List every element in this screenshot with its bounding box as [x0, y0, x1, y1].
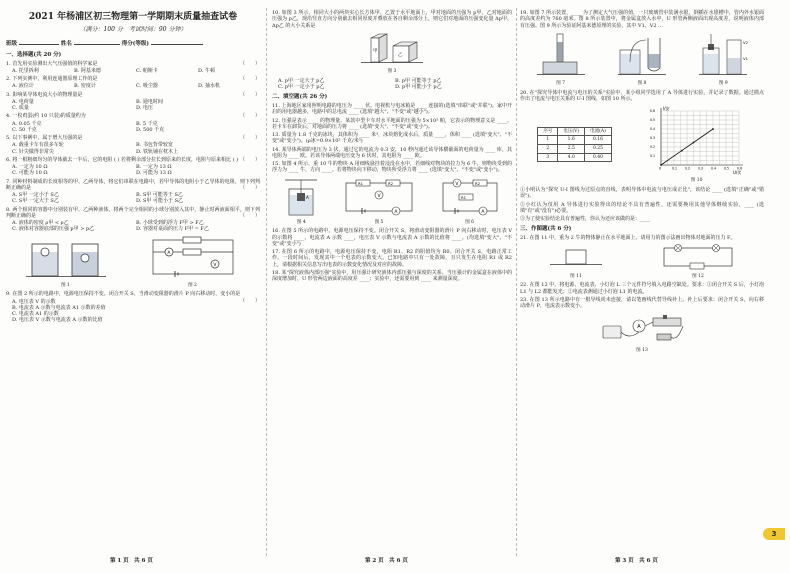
figure-7 [535, 32, 587, 87]
page-3-column [520, 8, 764, 558]
option[interactable]: C. p甲 一定小于 p乙 [278, 83, 325, 90]
chart-y-tick-label: 0.5 [649, 118, 655, 123]
circuit-diagram-5 [340, 177, 418, 217]
option[interactable]: A. 液位计 [12, 83, 34, 90]
question-20-part-2: ②小红认为仅用 A 导体进行实验得出的结论不具有普遍性，还需要换用其他导体继续实验，____ (选填"有"或"没有")必要。 [520, 201, 764, 214]
option[interactable]: C. 吸尘器 [136, 83, 158, 90]
figure-1-caption: 图 1 [61, 282, 70, 288]
question-22: 22. 在图 12 中，将电源、电流表、小灯泡 L 三个元件符号填入电路空缺处。要求：①闭合开关 S 后，小灯泡 L1 与 L2 都能发光；②电流表测通过小灯泡 L1 的电流。 [520, 282, 764, 295]
table-cell: 0.16 [585, 136, 612, 145]
svg-text:V2: V2 [743, 39, 749, 45]
svg-text:V: V [377, 193, 381, 199]
score-blank[interactable] [151, 40, 203, 45]
name-label: 姓名 [60, 40, 72, 47]
option[interactable]: A. S甲 一定小于 S乙 [12, 192, 59, 198]
figure-3 [272, 32, 512, 75]
table-header-cell: 电压(V) [558, 127, 585, 136]
option[interactable]: D. 容器对桌面的压力 F甲 = F乙 [136, 226, 209, 233]
figure-row-7-9 [520, 32, 764, 87]
class-blank[interactable] [19, 40, 59, 45]
option[interactable]: A. 一定为 10 Ω [12, 164, 48, 170]
option[interactable]: B. S甲 可能等于 S乙 [136, 192, 183, 198]
page-number-badge: 3 [763, 528, 785, 540]
question-2: 2. 下列实例中，利用连通器原理工作的是 （ ） [6, 76, 260, 82]
option[interactable]: B. 5 千克 [136, 120, 158, 127]
option[interactable]: A. 托里拆利 [12, 67, 39, 74]
section-drawing-heading: 三、作图题(共 6 分) [520, 226, 572, 233]
svg-text:R2: R2 [387, 180, 394, 186]
question-20: 20. 在"探究导体中电流与电压的关系"实验中，某小组同学选用了 A 导体进行实验，并记录了数据。通过描点作出了电流与电压关系的 U-I 图线，如图 10 所示。 [520, 89, 764, 102]
chart-x-tick-label: 0.2 [684, 166, 690, 171]
question-11: 11. 上海地区家用照明电路的电压为 ____ 伏。电视机与电冰箱是 ____ 连接的(选填"串联"或"并联")。家中开启的用电器越多，电路中的总电流 ____ (选填"越大"、"不变"或"越小")。 [272, 103, 512, 116]
column-divider [266, 8, 267, 556]
block-on-ground-diagram [546, 244, 606, 270]
svg-text:A: A [166, 250, 170, 256]
chart-data-point [692, 142, 694, 144]
option[interactable]: C. 液体对容器底部的压强 p甲 > p乙 [12, 226, 95, 233]
figure-8 [616, 32, 668, 87]
figure-2-caption: 图 2 [188, 282, 197, 288]
svg-text:甲: 甲 [373, 48, 378, 54]
table-cell: 3 [538, 153, 558, 162]
ui-graph [647, 105, 747, 175]
chart-y-tick-label: 0.2 [649, 145, 655, 150]
option[interactable]: A. 0.05 千克 [12, 120, 42, 127]
option[interactable]: A. 载重卡车有很多车轮 [12, 142, 64, 149]
option[interactable]: B. 电流表 A 示数与电流表 A1 示数的差值 [12, 304, 106, 311]
option[interactable]: B. 书包背带较宽 [136, 142, 173, 149]
figure-1 [26, 238, 106, 289]
table-cell: 0.40 [585, 153, 612, 162]
question-12: 12. 压强是表示 ____ 的物理量。某款中型卡车对水平地面的压强为 5×10⁵ 帕，它表示的物理意义是 ____。若卡车在卸货后，对地面的压力将 ____ (选填"变大"、"不变"或"变小")。 [272, 117, 512, 130]
question-10-options [278, 78, 512, 91]
question-20-part-1: ①小明认为"探究 U-I 图线为过原点的直线，表明导体中电流与电压成正比"，该结论 ____ (选填"正确"或"错误")。 [520, 187, 764, 200]
question-8: 8. 两个相同的容器中分别装有甲、乙两种液体，将两个完全相同的小球分别放入其中，静止时两液面相平，则下列判断正确的是 （ ） [6, 206, 260, 219]
question-5: 5. 以下事例中，属于增大压强的是 （ ） [6, 135, 260, 141]
figure-7-caption: 图 7 [556, 81, 566, 86]
option[interactable]: D. 500 千克 [136, 126, 165, 133]
figure-13-caption: 图 13 [636, 347, 648, 353]
svg-text:V: V [212, 262, 216, 268]
question-18: 18. 某"探究液体内部压强"实验中，用压强计研究液体内部压强与深度的关系。当压强计的金属盒在液体中的深度增加时，U 形管两边液面的高度差 ____；实验中，还需要用到 ____ 来测量深度。 [272, 269, 512, 283]
figure-5 [340, 177, 418, 226]
figure-row-11-12 [520, 244, 764, 279]
chart-y-label: I/安 [662, 106, 670, 112]
svg-text:V1: V1 [743, 55, 749, 61]
circuit-diagram-12 [658, 244, 738, 270]
chart-ticks [650, 109, 742, 170]
page-3-footer: 第 3 页 共 6 页 [615, 558, 658, 564]
svg-text:R1: R1 [357, 180, 364, 186]
option[interactable]: C. 帕斯卡 [136, 67, 158, 74]
question-4: 4. 一枚鸡蛋(约 10 只装)的质量约为 （ ） [6, 113, 260, 120]
svg-text:V: V [455, 181, 459, 187]
circuit-diagram-2 [145, 236, 241, 280]
table-cell: 2 [538, 145, 558, 154]
option[interactable]: D. 可能为 13 Ω [136, 170, 172, 177]
figure-3-caption: 图 3 [387, 69, 397, 74]
figure-6-caption: 图 6 [465, 219, 475, 225]
option[interactable]: B. p甲 可能等于 p乙 [395, 77, 442, 84]
page-1-column [6, 8, 260, 558]
question-10: 10. 如图 3 所示，相同大小的两块实心长方体甲、乙置于水平地面上，甲对地面的压强为 p甲，乙对地面的压强为 p乙，现沿竖直方向分别截去相同厚度并叠放在各自剩余部分上，则它们对地面的压强变化量 Δp甲、Δp乙 的大小关系是 [272, 10, 512, 29]
score-label: 得分(等级) [121, 40, 149, 47]
option[interactable]: D. S甲 可能小于 S乙 [136, 198, 184, 205]
option[interactable]: A. 电压表 V 的示数 [12, 298, 56, 305]
table-and-chart-row [520, 105, 764, 184]
chart-x-tick-label: 0 [658, 166, 661, 171]
svg-text:乙: 乙 [398, 52, 403, 58]
figure-2 [145, 236, 241, 289]
chart-data-point [681, 150, 683, 152]
chart-y-tick-label: 0.1 [649, 154, 655, 159]
chart-x-label: U/伏 [732, 170, 741, 176]
option[interactable]: D. 电压表 V 示数与电流表 A 示数的比值 [12, 317, 103, 324]
chart-y-tick-label: 0.3 [649, 136, 655, 141]
svg-text:A: A [394, 209, 398, 215]
chart-data-point [712, 128, 714, 130]
option[interactable]: D. p甲 可能小于 p乙 [395, 83, 442, 90]
manometer-diagram [616, 32, 668, 78]
blocks-diagram [357, 32, 427, 66]
question-2-options [12, 83, 260, 89]
option[interactable]: D. 电压 [136, 105, 154, 111]
question-15: 15. 如图 4 所示，重 10 牛的物块 A 用细线悬挂着浸没在水中，若细线对物块的拉力为 6 牛，则物块受到的浮力为 ____ 牛，方向 ____。若将物块向下移动，物块所受浮力将 ____ (选填"变大"、"不变"或"变小")。 [272, 161, 512, 174]
question-17: 17. 在图 6 所示的电路中，电源电压保持不变，电阻 R1、R2 的阻值均为 R0。闭合开关 S，电路正常工作。一段时间后，发现其中一个电表的示数变大。已知电路中只有一处故障，且只发生在电阻 R1 或 R2 上，请根据相关信息写出电表的示数变化情况及对应的故障。 [272, 249, 512, 268]
option[interactable]: C. 可能为 10 Ω [12, 170, 48, 177]
question-5-options [12, 142, 260, 155]
option[interactable]: B. 一定为 13 Ω [136, 164, 172, 170]
class-label: 班级 [6, 40, 18, 47]
figure-13 [520, 312, 764, 353]
circuit-diagram-6 [437, 177, 503, 217]
question-4-options [12, 121, 260, 134]
chart-x-tick-label: 0.4 [710, 166, 716, 171]
question-1: 1. 首先用实验测出大气压强值的科学家是 （ ） [6, 60, 260, 67]
figure-5-caption: 图 5 [374, 219, 384, 225]
question-6: 6. 将一根粗细均匀的导体截去一半后，它的电阻 ( ) 若将剩余部分拉长到原来的长度，电阻与原来相比 ( ) （ ） [6, 156, 260, 163]
figure-6 [437, 177, 503, 226]
option[interactable]: B. 小球受到的浮力 F甲 > F乙 [136, 220, 204, 226]
option[interactable]: B. 阿基米德 [74, 67, 101, 74]
svg-text:A: A [481, 209, 485, 215]
section-choice-heading: 一、选择题(共 20 分) [6, 51, 62, 58]
question-21: 21. 在图 11 中，重为 2 牛的物体静止在水平地面上，请用力的图示法画出物体对地面的压力 F。 [520, 235, 736, 242]
figure-row-4-6 [272, 177, 512, 226]
table-cell: 4.0 [558, 153, 585, 162]
svg-text:R1: R1 [460, 194, 466, 200]
table-cell: 2.5 [558, 145, 585, 154]
question-9-options [12, 299, 240, 324]
chart-x-tick-label: 0.6 [736, 166, 742, 171]
student-info-line [6, 40, 260, 48]
section-fill-heading: 二、填空题(共 26 分) [272, 94, 328, 101]
chart-x-tick-label: 0.5 [723, 166, 729, 171]
svg-text:R2: R2 [474, 180, 480, 186]
figure-11-caption: 图 11 [570, 273, 582, 279]
question-16: 16. 在图 5 所示的电路中，电源电压保持不变。闭合开关 S，将滑动变阻器的滑片 P 向右移动时，电压表 V 的示数将 ____，电流表 A 示数 ____，电压表 V 示数与电流表 A 示数的比值将 ____。(均选填"变大"、"不变"或"变小") [272, 228, 512, 247]
figure-10-caption: 图 10 [690, 178, 703, 184]
question-20-part-3: ③为了使实验结论具有普遍性，你认为还应该做的是：____ [520, 216, 651, 222]
data-table [537, 127, 612, 163]
option[interactable]: C. 50 千克 [12, 126, 37, 133]
option[interactable]: B. 密度计 [74, 83, 96, 90]
question-9: 9. 在图 2 所示的电路中，电源电压保持不变。闭合开关 S，当滑动变阻器的滑片 P 向右移动时，变小的是 （ ） [6, 291, 260, 304]
exam-subtitle: （满分：100 分 考试时间：90 分钟） [79, 26, 187, 34]
exam-title: 2021 年杨浦区初三物理第一学期期末质量抽查试卷 [28, 12, 238, 22]
table-row [538, 145, 612, 154]
overflow-can-diagram [697, 32, 749, 78]
option[interactable]: A. 液体的密度 ρ甲 < ρ乙 [12, 220, 69, 226]
option[interactable]: B. 通电时间 [136, 98, 163, 105]
question-13: 13. 质量为 1.8 千克的冰块，其体积为 ____ 米³，冰块熔化成水后，质量 ____，体积 ____ (选填"变大"、"不变"或"变小")。(ρ冰=0.9×10³ 千克/米³) [272, 132, 512, 145]
option[interactable]: D. 铁轨铺在枕木上 [136, 148, 179, 155]
question-3: 3. 影响某导体电流大小的物理量是 （ ） [6, 91, 260, 98]
figure-12 [658, 244, 738, 279]
question-8-options [12, 220, 260, 233]
chart-x-tick-label: 0.1 [671, 166, 677, 171]
table-header-cell: 电流(A) [585, 127, 612, 136]
table-header-row [538, 127, 612, 136]
figure-11 [546, 244, 606, 279]
page-1-footer: 第 1 页 共 6 页 [110, 558, 153, 564]
page-2-column [272, 8, 512, 558]
svg-text:A: A [306, 194, 310, 200]
chart-y-tick-label: 0.4 [649, 127, 655, 132]
option[interactable]: C. 质量 [12, 105, 29, 111]
containers-diagram [26, 238, 106, 280]
page-2-footer: 第 2 页 共 6 页 [365, 558, 408, 564]
option[interactable]: D. 牛顿 [198, 67, 216, 74]
figure-9-caption: 图 9 [718, 81, 728, 86]
question-14: 14. 某导体两端的电压为 3 伏，通过它的电流为 0.3 安，10 秒内通过该导体横截面的电荷量为 ____ 库，其电阻为 ____ 欧。若该导体两端电压变为 6 伏时，其电阻为 ____ 欧。 [272, 146, 512, 159]
option[interactable]: C. 针尖做得非常尖 [12, 148, 54, 155]
option[interactable]: C. S甲 一定大于 S乙 [12, 198, 59, 205]
chart-x-tick-label: 0.3 [697, 166, 703, 171]
table-row [538, 136, 612, 145]
figure-9 [697, 32, 749, 87]
option[interactable]: A. 电荷量 [12, 98, 34, 105]
svg-text:A: A [637, 324, 641, 331]
option[interactable]: D. 抽水机 [198, 83, 221, 90]
figure-row-1-2 [6, 236, 260, 289]
name-blank[interactable] [74, 40, 120, 45]
option[interactable]: A. p甲 一定大于 p乙 [278, 77, 325, 84]
chart-y-tick-label: 0.6 [649, 109, 655, 114]
question-23: 23. 在图 13 所示电路中有一根导线尚未连接，请以笔画线代替导线补上。补上后要求：闭合开关 S，向右移动滑片 P，电流表示数变小。 [520, 296, 764, 309]
question-3-options [12, 99, 260, 112]
question-7-options [12, 192, 260, 205]
option[interactable]: C. 电流表 A1 的示数 [12, 311, 59, 318]
figure-8-caption: 图 8 [637, 81, 647, 86]
figure-10 [647, 105, 747, 184]
column-divider [516, 8, 517, 556]
table-cell: 1 [538, 136, 558, 145]
question-19: 19. 如图 7 所示装置，____ 为了测定大气压强的值，一只玻璃管中装满水银，倒插在水银槽中，管内外水银面的高度差约为 760 毫米。图 8 所示装置中，将金属盒放入水中，U 形管两侧液面出现高度差，说明液体内部有压强。图 9 所示为验证阿基米德原理的实验，其中 V1、V2 … [520, 10, 764, 29]
table-cell: 1.6 [558, 136, 585, 145]
figure-4-caption: 图 4 [296, 219, 306, 225]
table-row [538, 153, 612, 162]
question-7: 7. 同种材料制成的长度相等的甲、乙两导体，将它们串联在电路中，若甲导体的电阻小于乙导体的电阻，则下列判断正确的是 （ ） [6, 178, 260, 191]
question-6-options [12, 164, 260, 177]
figure-4 [281, 177, 321, 226]
chart-data-point [660, 164, 662, 166]
beaker-diagram [281, 177, 321, 217]
question-1-options [12, 68, 260, 74]
barometer-diagram [535, 32, 587, 78]
table-header-cell: 序号 [538, 127, 558, 136]
table-cell: 0.25 [585, 145, 612, 154]
figure-12-caption: 图 12 [692, 273, 704, 279]
physical-circuit-diagram [597, 312, 687, 344]
